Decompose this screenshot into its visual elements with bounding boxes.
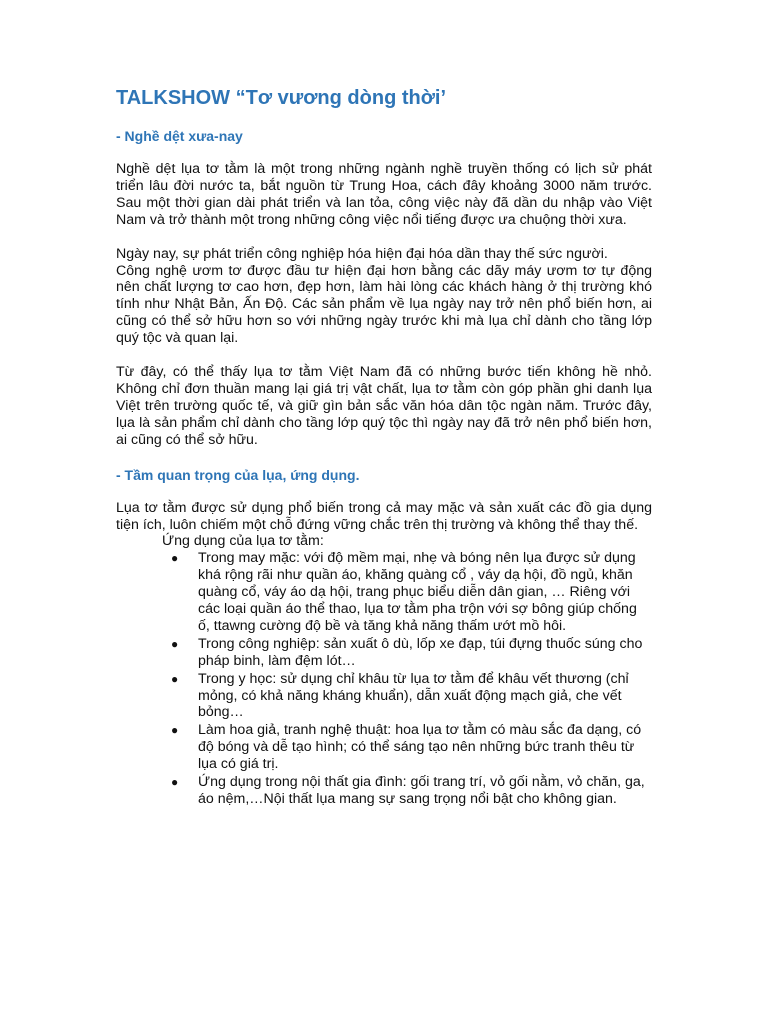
document-content	[116, 84, 652, 809]
list-item-text: Trong y học: sử dụng chỉ khâu từ lụa tơ tằm để khâu vết thương (chỉ mỏng, có khả năng kháng khuẩn), dẫn xuất động mạch giả, che vết bỏng…	[198, 670, 629, 721]
applications-list	[116, 550, 652, 808]
section-heading-importance: - Tầm quan trọng của lụa, ứng dụng.	[116, 466, 360, 483]
paragraph-progress: Từ đây, có thể thấy lụa tơ tằm Việt Nam đã có những bước tiến không hề nhỏ. Không chỉ đơn thuần mang lại giá trị vật chất, lụa tơ tằm còn góp phần ghi danh lụa Việt trên trường quốc tế, và giữ gìn bản sắc văn hóa dân tộc ngàn năm. Trước đây, lụa là sản phẩm chỉ dành cho tầng lớp quý tộc thì ngày nay đã trở nên phổ biến hơn, ai cũng có thể sở hữu.	[116, 364, 652, 448]
paragraph-usage: Lụa tơ tằm được sử dụng phổ biến trong cả may mặc và sản xuất các đồ gia dụng tiện ích, luôn chiếm một chỗ đứng vững chắc trên thị trường và không thể thay thế.	[116, 499, 652, 533]
list-item-text: Trong may mặc: với độ mềm mại, nhẹ và bóng nên lụa được sử dụng khá rộng rãi như quần áo, khăng quàng cổ , váy dạ hội, đồ ngủ, khăn quàng cổ, váy áo dạ hội, trang phục biểu diễn dân gian, … Riêng với các loại quần áo thể thao, lụa tơ tằm pha trộn với sợ bông giúp chống ố, ttawng cường độ bề và tăng khả năng thấm ướt mồ hôi.	[198, 550, 637, 634]
paragraph-modern: Ngày nay, sự phát triển công nghiệp hóa hiện đại hóa dần thay thế sức người.	[116, 245, 608, 262]
list-item	[116, 774, 652, 808]
list-item-text: Làm hoa giả, tranh nghệ thuật: hoa lụa tơ tằm có màu sắc đa dạng, có độ bóng và dễ tạo hình; có thể sáng tạo nên những bức tranh thêu từ lụa có giá trị.	[198, 722, 642, 773]
bullet-icon: ●	[171, 636, 179, 651]
paragraph-technology: Công nghệ ươm tơ được đầu tư hiện đại hơn bằng các dãy máy ươm tơ tự động nên chất lượng tơ cao hơn, đẹp hơn, làm hài lòng các khách hàng ở thị trường khó tính như Nhật Bản, Ấn Độ. Các sản phẩm về lụa ngày nay trở nên phổ biến hơn, ai cũng có thể sở hữu hơn so với những ngày trước khi mà lụa chỉ dành cho tầng lớp quý tộc và quan lại.	[116, 262, 652, 347]
applications-lead: Ứng dụng của lụa tơ tằm:	[162, 533, 324, 550]
section-heading-weaving: - Nghề dệt xưa-nay	[116, 128, 243, 144]
list-item-text: Ứng dụng trong nội thất gia đình: gối trang trí, vỏ gối nằm, vỏ chăn, ga, áo nệm,…Nội thất lụa mang sự sang trọng nổi bật cho không gian.	[198, 774, 645, 807]
bullet-icon: ●	[171, 723, 179, 738]
bullet-icon: ●	[171, 671, 179, 686]
list-item	[116, 671, 652, 722]
list-item	[116, 722, 652, 773]
bullet-icon: ●	[171, 551, 179, 566]
list-item	[116, 636, 652, 670]
list-item	[116, 550, 652, 635]
list-item-text: Trong công nghiệp: sản xuất ô dù, lốp xe đạp, túi đựng thuốc súng cho pháp binh, làm đệm lót…	[198, 635, 643, 669]
paragraph-history: Nghề dệt lụa tơ tằm là một trong những ngành nghề truyền thống có lịch sử phát triển lâu đời nước ta, bắt nguồn từ Trung Hoa, cách đây khoảng 3000 năm trước. Sau một thời gian dài phát triển và lan tỏa, công việc này đã dần du nhập vào Việt Nam và trở thành một trong những công việc nổi tiếng được ưa chuộng thời xưa.	[116, 161, 652, 228]
document-title: TALKSHOW “Tơ vương dòng thời’	[116, 87, 447, 109]
bullet-icon: ●	[171, 775, 179, 790]
